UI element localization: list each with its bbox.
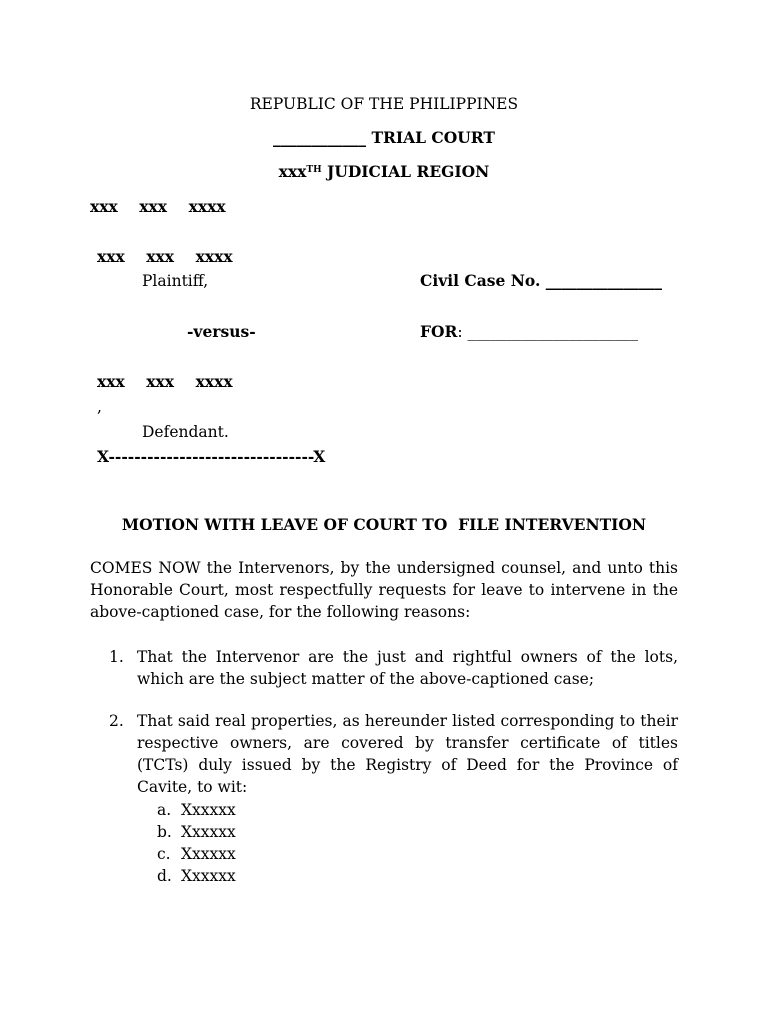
defendant-label: Defendant.: [142, 423, 229, 441]
sub-item-text: Xxxxxx: [181, 845, 236, 863]
for-blank: : ______________________: [457, 323, 639, 341]
item-number: 2.: [109, 712, 124, 730]
civil-case-number: Civil Case No. _______________: [420, 271, 663, 290]
sub-list-item: [157, 843, 236, 865]
intro-paragraph: COMES NOW the Intervenors, by the undersigned counsel, and unto this Honorable Court, most respectfully requests for leave to intervene in the above-captioned case, for the following reasons:: [90, 559, 678, 621]
list-item: [109, 710, 678, 798]
plaintiff-label: Plaintiff,: [142, 272, 209, 290]
sub-item-text: Xxxxxx: [181, 867, 236, 885]
defendant-names: xxx xxx xxxx: [97, 372, 233, 391]
item-text: That the Intervenor are the just and rightful owners of the lots, which are the subject matter of the above-captioned case;: [137, 648, 678, 688]
region-heading: [0, 161, 768, 183]
item-number: 1.: [109, 648, 124, 666]
sub-item-letter: c.: [157, 845, 171, 863]
caption-line-1: xxx xxx xxxx: [90, 197, 226, 216]
defendant-comma: ,: [97, 398, 102, 416]
republic-heading: REPUBLIC OF THE PHILIPPINES: [249, 95, 519, 113]
sub-list-item: [157, 865, 236, 887]
motion-title: MOTION WITH LEAVE OF COURT TO FILE INTERVENTION: [121, 515, 647, 534]
caption-separator: X--------------------------------X: [97, 447, 326, 466]
sub-item-letter: b.: [157, 823, 172, 841]
sub-item-letter: d.: [157, 867, 172, 885]
sub-item-letter: a.: [157, 801, 172, 819]
sub-item-text: Xxxxxx: [181, 823, 236, 841]
region-suffix: JUDICIAL REGION: [321, 162, 490, 181]
sub-list-item: [157, 799, 236, 821]
region-prefix: xxx: [278, 162, 307, 181]
sub-list-item: [157, 821, 236, 843]
item-text: That said real properties, as hereunder listed corresponding to their respective owners, are covered by transfer certificate of titles (TCTs) duly issued by the Registry of Deed for the Province of Cavite, to wit:: [137, 712, 678, 796]
versus-label: -versus-: [187, 322, 256, 341]
for-label: FOR: [420, 322, 458, 341]
court-heading: ____________ TRIAL COURT: [273, 128, 495, 147]
list-item: [109, 646, 678, 690]
for-line: [420, 321, 638, 343]
sub-item-text: Xxxxxx: [181, 801, 236, 819]
plaintiff-names: xxx xxx xxxx: [97, 247, 233, 266]
region-superscript: TH: [306, 165, 322, 175]
